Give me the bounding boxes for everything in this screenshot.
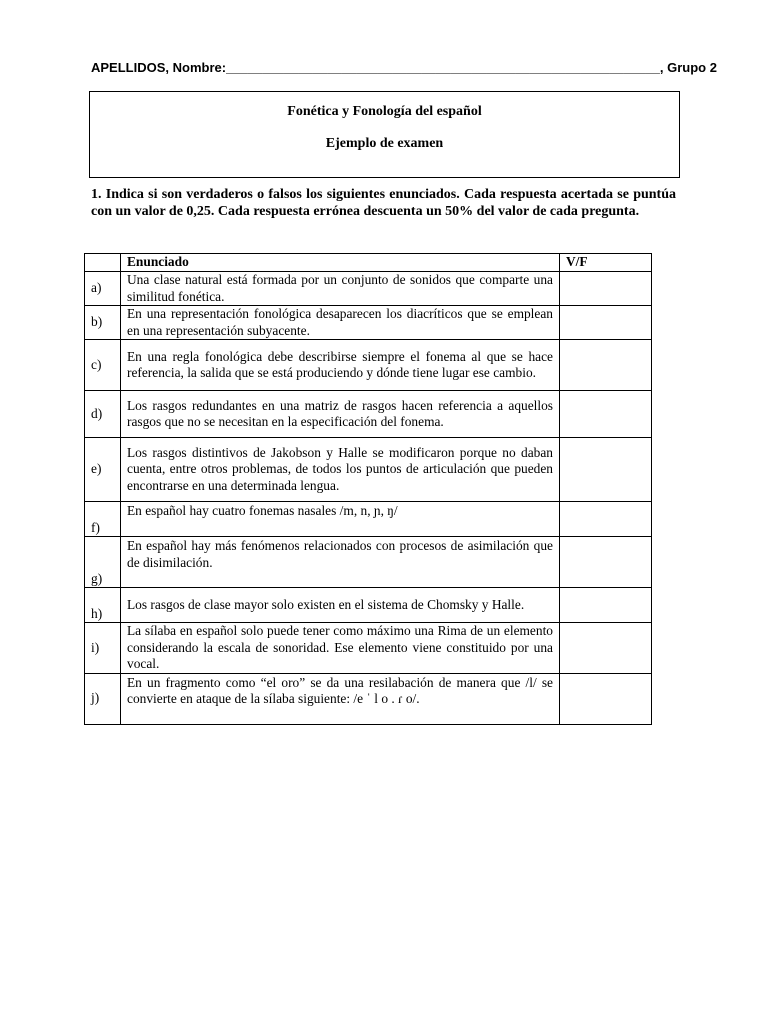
row-letter: f) <box>85 502 121 537</box>
row-statement: Los rasgos redundantes en una matriz de rasgos hacen referencia a aquellos rasgos que no se necesitan en la especificación del fonema. <box>121 391 560 438</box>
row-statement: En español hay cuatro fonemas nasales /m, n, ɲ, ŋ/ <box>121 502 560 537</box>
name-group-header: APELLIDOS, Nombre:____________________________________________________________, Grupo 2 <box>91 60 717 75</box>
row-statement: En español hay más fenómenos relacionados con procesos de asimilación que de disimilación. <box>121 537 560 588</box>
answer-cell[interactable] <box>560 340 652 391</box>
answer-cell[interactable] <box>560 588 652 623</box>
row-statement: En una regla fonológica debe describirse siempre el fonema al que se hace referencia, la salida que se está produciendo y dónde tiene lugar ese cambio. <box>121 340 560 391</box>
row-statement: Una clase natural está formada por un conjunto de sonidos que comparte una similitud fonética. <box>121 272 560 306</box>
row-statement: Los rasgos distintivos de Jakobson y Halle se modificaron porque no daban cuenta, entre otros problemas, de todos los puntos de articulación que pueden encontrarse en una determinada lengua. <box>121 438 560 502</box>
header-letter <box>85 254 121 272</box>
row-letter: e) <box>85 438 121 502</box>
answer-cell[interactable] <box>560 537 652 588</box>
answer-cell[interactable] <box>560 391 652 438</box>
row-statement: La sílaba en español solo puede tener como máximo una Rima de un elemento considerando la escala de sonoridad. Ese elemento viene constituido por una vocal. <box>121 623 560 674</box>
row-letter: h) <box>85 588 121 623</box>
answer-cell[interactable] <box>560 272 652 306</box>
row-letter: d) <box>85 391 121 438</box>
true-false-table <box>84 253 652 725</box>
row-statement: En una representación fonológica desaparecen los diacríticos que se emplean en una representación subyacente. <box>121 306 560 340</box>
table-row <box>85 438 652 502</box>
title-box <box>89 91 680 178</box>
answer-cell[interactable] <box>560 673 652 724</box>
row-statement: En un fragmento como “el oro” se da una resilabación de manera que /l/ se convierte en ataque de la sílaba siguiente: /e ˈ l o . ɾ o/. <box>121 673 560 724</box>
answer-cell[interactable] <box>560 623 652 674</box>
header-answer: V/F <box>560 254 652 272</box>
document-title: Fonética y Fonología del español <box>287 104 482 119</box>
row-letter: c) <box>85 340 121 391</box>
table-row <box>85 272 652 306</box>
table-header-row <box>85 254 652 272</box>
answer-cell[interactable] <box>560 502 652 537</box>
row-statement: Los rasgos de clase mayor solo existen en el sistema de Chomsky y Halle. <box>121 588 560 623</box>
table-row <box>85 673 652 724</box>
row-letter: i) <box>85 623 121 674</box>
table-row <box>85 588 652 623</box>
header-statement: Enunciado <box>121 254 560 272</box>
document-subtitle: Ejemplo de examen <box>325 136 444 151</box>
answer-cell[interactable] <box>560 438 652 502</box>
question-instructions: 1. Indica si son verdaderos o falsos los siguientes enunciados. Cada respuesta acertada se puntúa con un valor de 0,25. Cada respuesta errónea descuenta un 50% del valor de cada pregunta. <box>91 187 676 219</box>
row-letter: g) <box>85 537 121 588</box>
table-row <box>85 306 652 340</box>
table-row <box>85 623 652 674</box>
answer-cell[interactable] <box>560 306 652 340</box>
table-row <box>85 391 652 438</box>
row-letter: a) <box>85 272 121 306</box>
row-letter: j) <box>85 673 121 724</box>
row-letter: b) <box>85 306 121 340</box>
table-row <box>85 340 652 391</box>
table-row <box>85 502 652 537</box>
table-row <box>85 537 652 588</box>
